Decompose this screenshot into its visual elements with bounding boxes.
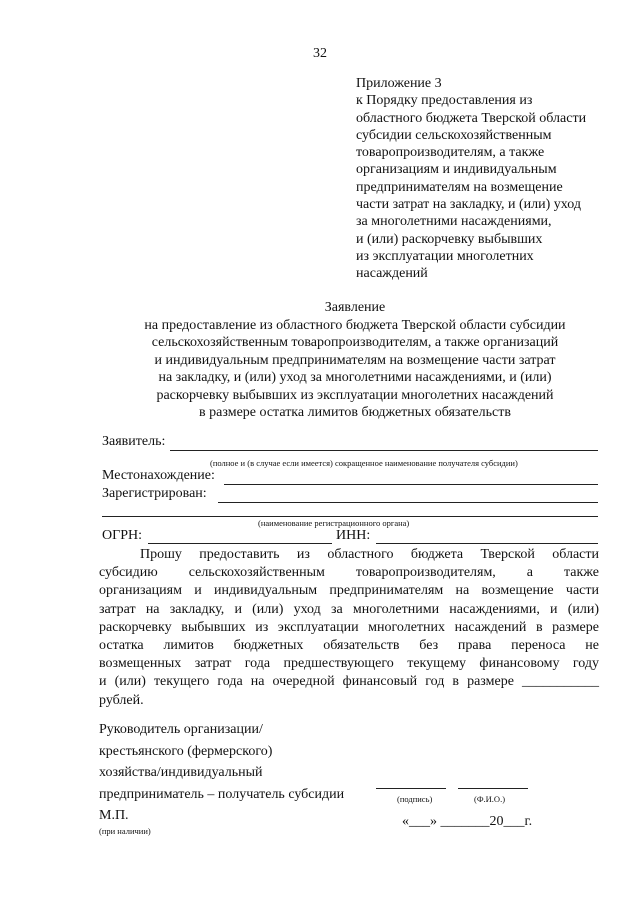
signer-line: крестьянского (фермерского) bbox=[99, 743, 273, 759]
full-name-caption: (Ф.И.О.) bbox=[474, 794, 506, 804]
signature-caption: (подпись) bbox=[397, 794, 433, 804]
date-field[interactable]: «___» _______20___г. bbox=[402, 814, 533, 829]
annex-line: части затрат на закладку, и (или) уход bbox=[356, 197, 581, 213]
request-paragraph bbox=[99, 546, 599, 710]
full-name-field[interactable] bbox=[458, 788, 528, 789]
stamp-caption: (при наличии) bbox=[99, 826, 151, 836]
paragraph-line: раскорчевку выбывших из эксплуатации многолетних насаждений в размере bbox=[99, 619, 599, 635]
paragraph-line: и (или) текущего года на очередной финансовый год в размере ___________ bbox=[99, 674, 599, 690]
annex-line: предпринимателям на возмещение bbox=[356, 179, 563, 195]
annex-line: областного бюджета Тверской области bbox=[356, 110, 587, 126]
signer-line: Руководитель организации/ bbox=[99, 722, 263, 737]
paragraph-line: затрат на закладку, и (или) уход за многолетними насаждениями, и (или) bbox=[99, 601, 599, 617]
paragraph-line: субсидию сельскохозяйственным товаропроизводителям, а также bbox=[99, 565, 599, 581]
ogrn-label: ОГРН: bbox=[102, 528, 142, 543]
title-line: и индивидуальным предпринимателям на возмещение части затрат bbox=[154, 352, 556, 368]
paragraph-line: организациям и индивидуальным предпринимателям на возмещение части bbox=[99, 583, 599, 599]
annex-line: Приложение 3 bbox=[356, 76, 442, 91]
inn-label: ИНН: bbox=[336, 528, 371, 543]
annex-line: за многолетними насаждениями, bbox=[356, 214, 552, 230]
stamp-label: М.П. bbox=[99, 808, 129, 823]
signer-line: предприниматель – получатель субсидии bbox=[99, 786, 345, 802]
annex-line: субсидии сельскохозяйственным bbox=[356, 127, 552, 143]
annex-line: товаропроизводителям, а также bbox=[356, 145, 545, 161]
registered-field-extra-line[interactable] bbox=[102, 516, 598, 517]
annex-line: к Порядку предоставления из bbox=[356, 93, 533, 109]
title-line: в размере остатка лимитов бюджетных обязательств bbox=[199, 405, 511, 420]
location-field[interactable] bbox=[224, 484, 598, 485]
paragraph-line: Прошу предоставить из областного бюджета Тверской области bbox=[140, 547, 599, 562]
registered-caption: (наименование регистрационного органа) bbox=[258, 518, 410, 528]
applicant-caption: (полное и (в случае если имеется) сокращенное наименование получателя субсидии) bbox=[210, 458, 518, 468]
inn-field[interactable] bbox=[376, 543, 598, 544]
registered-label: Зарегистрирован: bbox=[102, 486, 207, 501]
title-line: раскорчевку выбывших из эксплуатации многолетних насаждений bbox=[156, 387, 554, 403]
annex-line: из эксплуатации многолетних bbox=[356, 248, 534, 264]
annex-line: насаждений bbox=[356, 266, 428, 282]
document-title bbox=[0, 299, 640, 422]
title-heading: Заявление bbox=[324, 300, 386, 315]
annex-header bbox=[356, 75, 586, 283]
location-label: Местонахождение: bbox=[102, 468, 215, 483]
signer-line: хозяйства/индивидуальный bbox=[99, 765, 263, 780]
title-line: на предоставление из областного бюджета Тверской области субсидии bbox=[144, 317, 566, 333]
ogrn-field[interactable] bbox=[148, 543, 332, 544]
applicant-label: Заявитель: bbox=[102, 434, 166, 449]
page-number: 32 bbox=[313, 46, 327, 61]
paragraph-line: рублей. bbox=[99, 692, 144, 708]
applicant-field[interactable] bbox=[170, 450, 598, 451]
annex-line: и (или) раскорчевку выбывших bbox=[356, 231, 543, 247]
registered-field[interactable] bbox=[218, 502, 598, 503]
signature-field[interactable] bbox=[376, 788, 446, 789]
annex-line: организациям и индивидуальным bbox=[356, 162, 557, 178]
signature-block bbox=[99, 719, 344, 805]
title-line: на закладку, и (или) уход за многолетними насаждениями, и (или) bbox=[158, 370, 552, 385]
paragraph-line: остатка лимитов бюджетных обязательств без права переноса не bbox=[99, 638, 599, 654]
paragraph-line: возмещенных затрат года предшествующего текущему финансовому году bbox=[99, 656, 599, 672]
title-line: сельскохозяйственным товаропроизводителям, а также организаций bbox=[151, 335, 559, 350]
